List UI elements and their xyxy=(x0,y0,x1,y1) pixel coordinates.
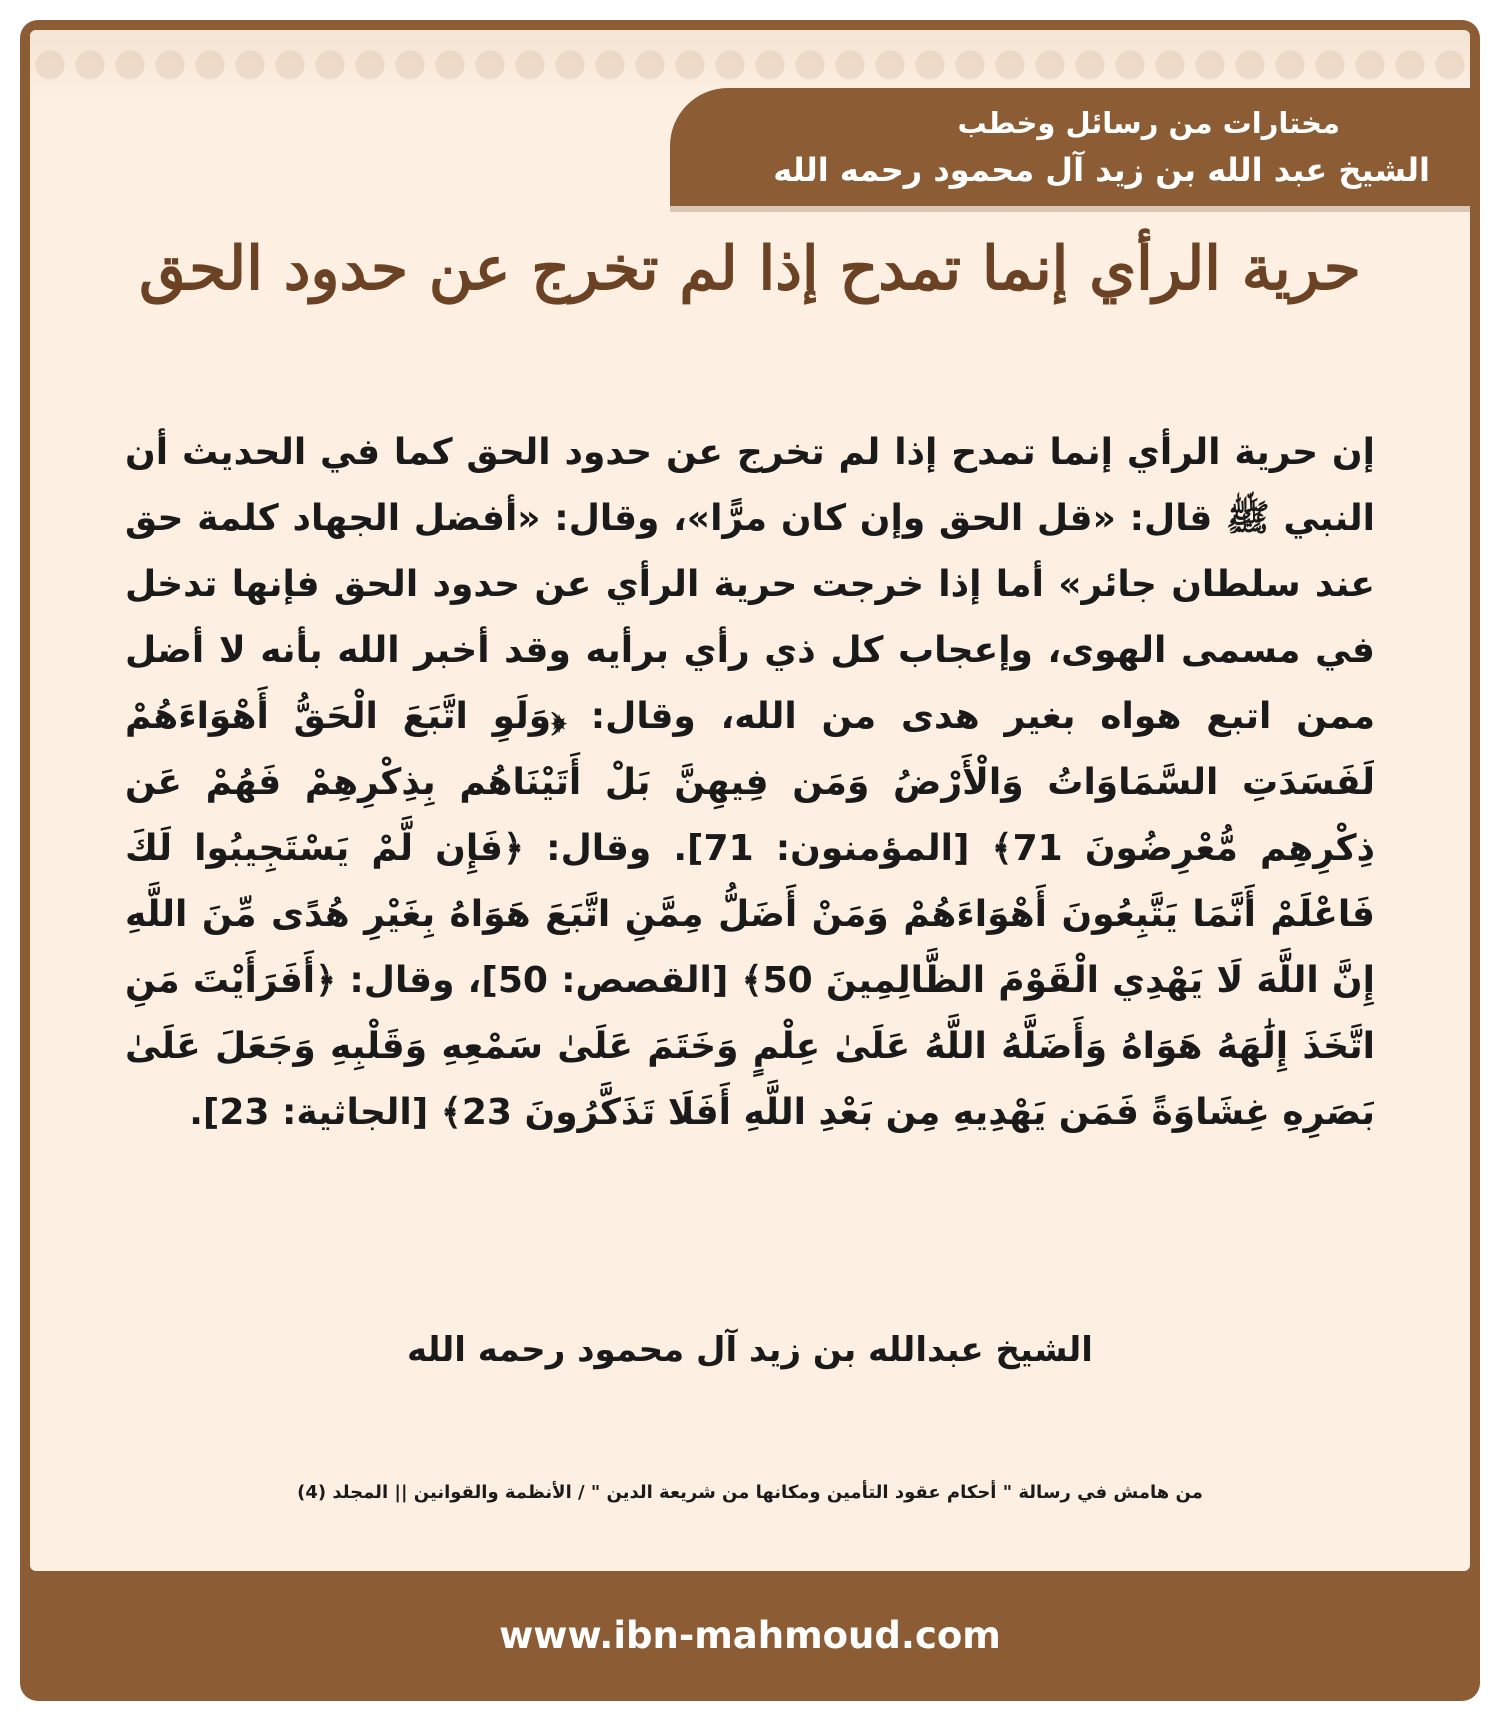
article-body: إن حرية الرأي إنما تمدح إذا لم تخرج عن حدود الحق كما في الحديث أن النبي ﷺ قال: «قل الحق وإن كان مرًّا»، وقال: «أفضل الجهاد كلمة حق عند سلطان جائر» أما إذا خرجت حرية الرأي عن حدود الحق فإنها تدخل في مسمى الهوى، وإعجاب كل ذي رأي برأيه وقد أخبر الله بأنه لا أضل ممن اتبع هواه بغير هدى من الله، وقال: ﴿وَلَوِ اتَّبَعَ الْحَقُّ أَهْوَاءَهُمْ لَفَسَدَتِ السَّمَاوَاتُ وَالْأَرْضُ وَمَن فِيهِنَّ بَلْ أَتَيْنَاهُم بِذِكْرِهِمْ فَهُمْ عَن ذِكْرِهِم مُّعْرِضُونَ 71﴾ [المؤمنون: 71]. وقال: ﴿فَإِن لَّمْ يَسْتَجِيبُوا لَكَ فَاعْلَمْ أَنَّمَا يَتَّبِعُونَ أَهْوَاءَهُمْ وَمَنْ أَضَلُّ مِمَّنِ اتَّبَعَ هَوَاهُ بِغَيْرِ هُدًى مِّنَ اللَّهِ إِنَّ اللَّهَ لَا يَهْدِي الْقَوْمَ الظَّالِمِينَ 50﴾ [القصص: 50]، وقال: ﴿أَفَرَأَيْتَ مَنِ اتَّخَذَ إِلَٰهَهُ هَوَاهُ وَأَضَلَّهُ اللَّهُ عَلَىٰ عِلْمٍ وَخَتَمَ عَلَىٰ سَمْعِهِ وَقَلْبِهِ وَجَعَلَ عَلَىٰ بَصَرِهِ غِشَاوَةً فَمَن يَهْدِيهِ مِن بَعْدِ اللَّهِ أَفَلَا تَذَكَّرُونَ 23﴾ [الجاثية: 23]. xyxy=(125,432,1375,1133)
header-banner xyxy=(670,88,1470,206)
source-footnote: من هامش في رسالة " أحكام عقود التأمين ومكانها من شريعة الدين " / الأنظمة والقوانين || المجلد (4) xyxy=(297,1482,1203,1503)
article-title: حرية الرأي إنما تمدح إذا لم تخرج عن حدود الحق xyxy=(139,234,1361,304)
content-card xyxy=(30,30,1470,1571)
header-series-title: مختارات من رسائل وخطب xyxy=(957,106,1340,140)
author-signature: الشيخ عبدالله بن زيد آل محمود رحمه الله xyxy=(407,1330,1093,1370)
website-link[interactable]: www.ibn-mahmoud.com xyxy=(499,1614,1001,1657)
header-author: الشيخ عبد الله بن زيد آل محمود رحمه الله xyxy=(773,151,1430,189)
